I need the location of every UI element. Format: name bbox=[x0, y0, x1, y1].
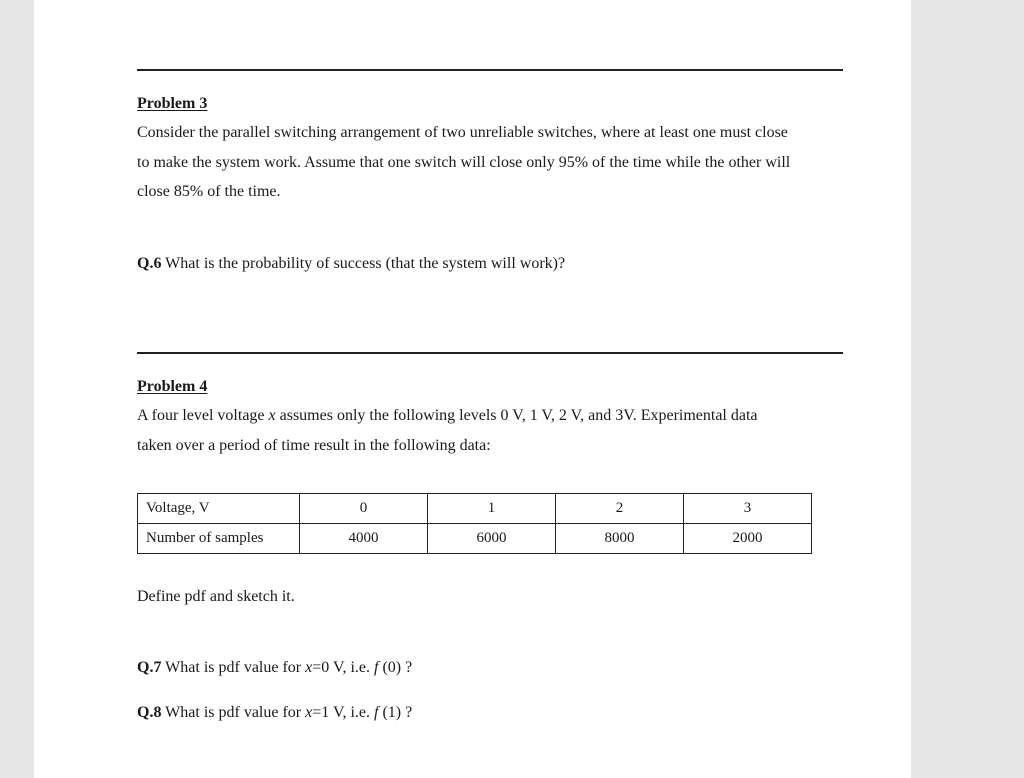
table-cell: 1 bbox=[428, 494, 556, 524]
middle-divider bbox=[137, 352, 843, 354]
problem4-line-1-start: A four level voltage bbox=[137, 407, 269, 424]
question-6-number: Q.6 bbox=[137, 255, 162, 272]
table-cell: 0 bbox=[300, 494, 428, 524]
problem3-line-3: close 85% of the time. bbox=[137, 183, 281, 200]
table-row-samples bbox=[138, 524, 812, 554]
question-6 bbox=[137, 249, 565, 278]
variable-x: x bbox=[305, 704, 313, 721]
function-f: f bbox=[374, 704, 379, 721]
problem3-heading: Problem 3 bbox=[137, 95, 208, 112]
question-8-text: What is pdf value for bbox=[165, 704, 306, 721]
question-7-number: Q.7 bbox=[137, 659, 162, 676]
voltage-samples-table bbox=[137, 493, 812, 554]
table-cell: 8000 bbox=[556, 524, 684, 554]
problem4-line-2: taken over a period of time result in the following data: bbox=[137, 437, 491, 454]
question-6-text: What is the probability of success (that the system will work)? bbox=[165, 255, 566, 272]
define-pdf-text: Define pdf and sketch it. bbox=[137, 588, 295, 605]
variable-x: x bbox=[305, 659, 313, 676]
table-row-label: Voltage, V bbox=[138, 494, 300, 524]
function-f: f bbox=[374, 659, 379, 676]
table-cell: 4000 bbox=[300, 524, 428, 554]
question-7-text: What is pdf value for bbox=[165, 659, 306, 676]
question-8 bbox=[137, 698, 412, 727]
top-divider bbox=[137, 69, 843, 71]
table-row-label: Number of samples bbox=[138, 524, 300, 554]
problem3-line-1: Consider the parallel switching arrangement of two unreliable switches, where at least one must close bbox=[137, 124, 788, 141]
table-cell: 2000 bbox=[684, 524, 812, 554]
variable-x: x bbox=[268, 407, 276, 424]
table-cell: 6000 bbox=[428, 524, 556, 554]
table-cell: 2 bbox=[556, 494, 684, 524]
question-8-text-mid: =1 V, i.e. bbox=[312, 704, 375, 721]
question-7-text-mid: =0 V, i.e. bbox=[312, 659, 375, 676]
problem4-line-1 bbox=[137, 401, 758, 430]
question-7-text-end: (0) ? bbox=[382, 659, 413, 676]
problem3-line-2: to make the system work. Assume that one switch will close only 95% of the time while the other will bbox=[137, 154, 791, 171]
table-row-voltage bbox=[138, 494, 812, 524]
problem4-line-1-end: assumes only the following levels 0 V, 1 V, 2 V, and 3V. Experimental data bbox=[275, 407, 758, 424]
document-page bbox=[34, 0, 911, 778]
question-8-number: Q.8 bbox=[137, 704, 162, 721]
table-cell: 3 bbox=[684, 494, 812, 524]
question-8-text-end: (1) ? bbox=[382, 704, 413, 721]
problem4-heading: Problem 4 bbox=[137, 378, 208, 395]
question-7 bbox=[137, 653, 412, 682]
